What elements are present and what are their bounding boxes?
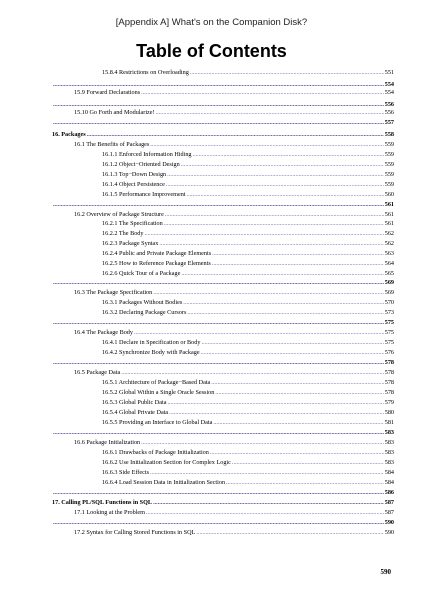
toc-page-number: 569 (384, 279, 394, 286)
toc-separator-row[interactable] (52, 278, 394, 288)
toc-entry-row[interactable] (102, 338, 394, 348)
toc-entry-row[interactable] (74, 508, 394, 518)
toc-separator-row[interactable] (52, 518, 394, 528)
toc-page-number: 565 (384, 270, 394, 277)
dot-leader (53, 428, 384, 438)
toc-entry-label: 16.5.1 Architecture of Package−Based Data (102, 379, 211, 386)
toc-page-number: 556 (384, 109, 394, 116)
toc-entry-label: 16.2.6 Quick Tour of a Package (102, 270, 181, 277)
toc-page-number: 564 (384, 260, 394, 267)
toc-entry-row[interactable] (102, 249, 394, 259)
toc-page-number: 573 (384, 309, 394, 316)
toc-chapter-row[interactable] (52, 130, 394, 140)
toc-entry-label: 16.1.5 Performance Improvement (102, 191, 186, 198)
toc-entry-row[interactable] (102, 478, 394, 488)
dot-leader (53, 518, 384, 528)
dot-leader (53, 358, 384, 368)
toc-page-number: 557 (384, 119, 394, 126)
toc-entry-row[interactable] (74, 328, 394, 338)
toc-entry-row[interactable] (102, 170, 394, 180)
toc-entry-row[interactable] (102, 160, 394, 170)
toc-page-number: 559 (384, 161, 394, 168)
toc-page-number: 584 (384, 469, 394, 476)
toc-page-number: 559 (384, 151, 394, 158)
toc-page-number: 576 (384, 349, 394, 356)
toc-page-number: 562 (384, 230, 394, 237)
toc-page-number: 586 (384, 489, 394, 496)
dot-leader (164, 219, 384, 229)
toc-entry-label: 16.2 Overview of Package Structure (74, 211, 164, 218)
toc-entry-label: 16.2.2 The Body (102, 230, 144, 237)
toc-separator-row[interactable] (52, 200, 394, 210)
toc-chapter-row[interactable] (52, 498, 394, 508)
toc-page-number: 562 (384, 240, 394, 247)
toc-entry-row[interactable] (102, 298, 394, 308)
toc-entry-row[interactable] (74, 368, 394, 378)
toc-entry-label: 16.5.3 Global Public Data (102, 399, 167, 406)
toc-page-number: 590 (384, 529, 394, 536)
toc-entry-row[interactable] (74, 528, 394, 538)
toc-entry-label: 17. Calling PL/SQL Functions in SQL (52, 499, 153, 506)
toc-entry-label: 16.1.3 Top−Down Design (102, 171, 167, 178)
toc-page-number: 578 (384, 379, 394, 386)
toc-entry-label: 16.4.1 Declare in Specification or Body (102, 339, 201, 346)
toc-entry-row[interactable] (102, 180, 394, 190)
dot-leader (183, 298, 383, 308)
toc-entry-label: 16.6.2 Use Initialization Section for Complex Logic (102, 459, 231, 466)
dot-leader (134, 328, 384, 338)
toc-entry-label: 16.3.1 Packages Without Bodies (102, 299, 183, 306)
toc-page-number: 590 (384, 519, 394, 526)
toc-separator-row[interactable] (52, 118, 394, 128)
dot-leader (210, 448, 384, 458)
toc-entry-label: 16.6.1 Drawbacks of Package Initialization (102, 449, 209, 456)
toc-page-number: 559 (384, 171, 394, 178)
toc-entry-label: 16.5.4 Global Private Data (102, 409, 169, 416)
dot-leader (187, 308, 383, 318)
toc-page-number: 556 (384, 101, 394, 108)
dot-leader (196, 528, 383, 538)
toc-entry-label: 16.2.1 The Specification (102, 220, 163, 227)
toc-page-number: 561 (384, 211, 394, 218)
toc-page-number: 584 (384, 479, 394, 486)
toc-entry-label: 15.9 Forward Declarations (74, 89, 141, 96)
toc-separator-row[interactable] (52, 318, 394, 328)
toc-page-number: 583 (384, 429, 394, 436)
toc-page-number: 587 (384, 499, 394, 506)
toc-entry-row[interactable] (102, 388, 394, 398)
toc-entry-row[interactable] (102, 348, 394, 358)
toc-entry-row[interactable] (102, 150, 394, 160)
dot-leader (190, 68, 384, 78)
dot-leader (181, 160, 384, 170)
toc-page-number: 551 (384, 69, 394, 76)
toc-page-number: 561 (384, 220, 394, 227)
dot-leader (215, 388, 383, 398)
running-header: [Appendix A] What's on the Companion Disk? (115, 17, 308, 28)
toc-page-number: 580 (384, 409, 394, 416)
toc-entry-row[interactable] (102, 468, 394, 478)
toc-page-number: 583 (384, 449, 394, 456)
toc-entry-row[interactable] (74, 288, 394, 298)
dot-leader (121, 368, 384, 378)
dot-leader (53, 488, 384, 498)
toc-separator-row[interactable] (52, 488, 394, 498)
dot-leader (53, 200, 384, 210)
dot-leader (166, 180, 384, 190)
toc-entry-label: 16.2.4 Public and Private Package Elements (102, 250, 212, 257)
toc-page-number: 578 (384, 389, 394, 396)
dot-leader (211, 378, 383, 388)
dot-leader (213, 418, 383, 428)
toc-page-number: 579 (384, 399, 394, 406)
toc-entry-label: 16.2.3 Package Syntax (102, 240, 159, 247)
toc-page-number: 570 (384, 299, 394, 306)
toc-entry-row[interactable] (102, 259, 394, 269)
dot-leader (232, 458, 384, 468)
toc-entry-label: 16.6 Package Initialization (74, 439, 141, 446)
toc-entry-row[interactable] (74, 438, 394, 448)
dot-leader (153, 498, 384, 508)
dot-leader (167, 398, 383, 408)
dot-leader (141, 438, 384, 448)
toc-page-number: 561 (384, 201, 394, 208)
toc-page-number: 578 (384, 359, 394, 366)
toc-entry-label: 17.2 Syntax for Calling Stored Functions in SQL (74, 529, 196, 536)
toc-page-number: 554 (384, 81, 394, 88)
toc-entry-row[interactable] (102, 398, 394, 408)
toc-page-number: 554 (384, 89, 394, 96)
toc-entry-label: 16.6.3 Side Effects (102, 469, 149, 476)
toc-entry-label: 16.4.2 Synchronize Body with Package (102, 349, 200, 356)
toc-separator-row[interactable] (52, 428, 394, 438)
toc-entry-label: 17.1 Looking at the Problem (74, 509, 145, 516)
dot-leader (150, 140, 383, 150)
dot-leader (87, 130, 384, 140)
dot-leader (53, 318, 384, 328)
toc-entry-row[interactable] (102, 219, 394, 229)
toc-entry-label: 16.1 The Benefits of Packages (74, 141, 150, 148)
dot-leader (144, 229, 383, 239)
dot-leader (150, 468, 384, 478)
dot-leader (156, 108, 384, 118)
toc-entry-label: 16.1.1 Enforced Information Hiding (102, 151, 192, 158)
toc-page-number: 559 (384, 141, 394, 148)
toc-page-number: 581 (384, 419, 394, 426)
toc-entry-row[interactable] (102, 68, 394, 78)
page-number: 590 (380, 568, 391, 576)
toc-entry-row[interactable] (102, 378, 394, 388)
dot-leader (141, 88, 384, 98)
toc-entry-label: 16.6.4 Load Session Data in Initialization Section (102, 479, 226, 486)
toc-entry-label: 15.10 Go Forth and Modularize! (74, 109, 155, 116)
toc-page-number: 578 (384, 369, 394, 376)
toc-page-number: 575 (384, 329, 394, 336)
toc-entry-label: 16.3.2 Declaring Package Cursors (102, 309, 187, 316)
dot-leader (226, 478, 384, 488)
toc-entry-row[interactable] (74, 108, 394, 118)
dot-leader (201, 338, 383, 348)
toc-separator-row[interactable] (52, 358, 394, 368)
toc-entry-row[interactable] (102, 308, 394, 318)
toc-entry-row[interactable] (102, 239, 394, 249)
toc-entry-label: 16.2.5 How to Reference Package Elements (102, 260, 211, 267)
dot-leader (159, 239, 383, 249)
dot-leader (167, 170, 384, 180)
toc-entry-label: 16.3 The Package Specification (74, 289, 153, 296)
toc-page-number: 569 (384, 289, 394, 296)
dot-leader (187, 190, 384, 200)
toc-page-number: 583 (384, 439, 394, 446)
toc-entry-label: 16.5.2 Global Within a Single Oracle Session (102, 389, 215, 396)
toc-entry-label: 16.5.5 Providing an Interface to Global Data (102, 419, 213, 426)
toc-entry-row[interactable] (74, 140, 394, 150)
dot-leader (146, 508, 384, 518)
toc-entry-label: 16.1.4 Object Persistence (102, 181, 165, 188)
dot-leader (53, 278, 384, 288)
dot-leader (153, 288, 383, 298)
toc-entry-label: 16.5 Package Data (74, 369, 121, 376)
toc-entry-label: 15.8.4 Restrictions on Overloading (102, 69, 189, 76)
toc-page-number: 575 (384, 319, 394, 326)
toc-entry-row[interactable] (102, 190, 394, 200)
dot-leader (201, 348, 384, 358)
toc-page-number: 575 (384, 339, 394, 346)
toc-entry-label: 16.1.2 Object−Oriented Design (102, 161, 180, 168)
page-title: Table of Contents (136, 41, 287, 61)
toc-entry-label: 16.4 The Package Body (74, 329, 133, 336)
toc-entry-label: 16. Packages (52, 131, 86, 138)
toc-entry-row[interactable] (102, 418, 394, 428)
toc-page-number: 559 (384, 181, 394, 188)
toc-entry-row[interactable] (74, 88, 394, 98)
dot-leader (53, 118, 384, 128)
toc-page-number: 587 (384, 509, 394, 516)
dot-leader (169, 408, 384, 418)
toc-entry-row[interactable] (102, 458, 394, 468)
toc-page-number: 560 (384, 191, 394, 198)
toc-entry-row[interactable] (102, 448, 394, 458)
dot-leader (212, 249, 384, 259)
toc-page-number: 583 (384, 459, 394, 466)
toc-entry-row[interactable] (102, 229, 394, 239)
toc-page-number: 558 (384, 131, 394, 138)
toc-page-number: 563 (384, 250, 394, 257)
dot-leader (193, 150, 384, 160)
dot-leader (212, 259, 384, 269)
toc-entry-row[interactable] (102, 408, 394, 418)
